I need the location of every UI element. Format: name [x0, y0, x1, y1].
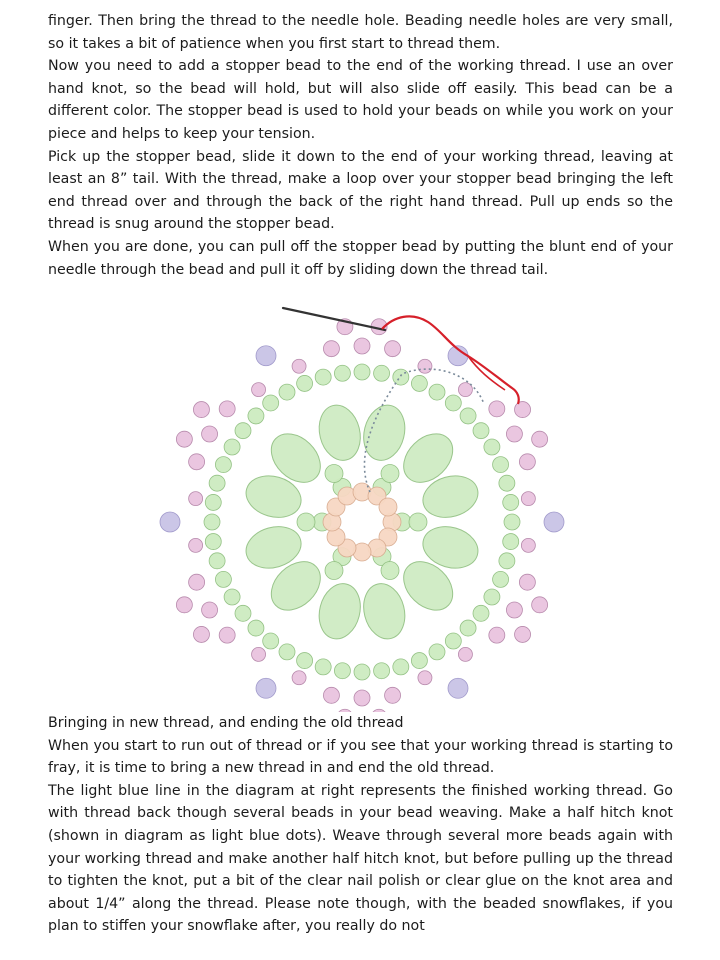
pink-bead [202, 602, 218, 618]
snowflake-beads [160, 319, 564, 712]
petal-bead [358, 579, 410, 643]
bottom-text-block [48, 712, 673, 938]
pink-bead [489, 627, 505, 643]
pink-bead [519, 454, 535, 470]
pink-bead [176, 431, 192, 447]
pink-bead [354, 338, 370, 354]
green-bead [393, 659, 409, 675]
section-heading: Bringing in new thread, and ending the old thread [48, 715, 404, 731]
pink-bead [521, 538, 535, 552]
green-bead [473, 423, 489, 439]
pink-bead [189, 574, 205, 590]
green-bead [204, 514, 220, 530]
top-text-block [48, 10, 673, 281]
pink-bead [418, 671, 432, 685]
green-bead [334, 663, 350, 679]
pink-bead [219, 401, 235, 417]
paragraph-remove-stopper: When you are done, you can pull off the stopper bead by putting the blunt end of your needle through the bead and pull it off by sliding down the thread tail. [48, 238, 673, 278]
green-bead [205, 534, 221, 550]
pink-bead [458, 647, 472, 661]
green-bead [235, 423, 251, 439]
green-bead [209, 553, 225, 569]
green-bead [224, 589, 240, 605]
green-bead [445, 633, 461, 649]
green-bead [215, 571, 231, 587]
green-bead [297, 653, 313, 669]
green-bead [460, 620, 476, 636]
paragraph-threading-needle: finger. Then bring the thread to the needle hole. Beading needle holes are very small, so it takes a bit of patience when you first start to thread them. [48, 13, 673, 52]
green-bead [297, 513, 315, 531]
pink-bead [193, 626, 209, 642]
lavender-bead [256, 346, 276, 366]
pink-bead [385, 341, 401, 357]
pink-bead [515, 402, 531, 418]
green-bead [493, 571, 509, 587]
green-bead [381, 561, 399, 579]
pink-bead [219, 627, 235, 643]
green-bead [499, 475, 515, 491]
green-bead [411, 653, 427, 669]
green-bead [381, 465, 399, 483]
pink-bead [418, 359, 432, 373]
pink-bead [193, 402, 209, 418]
pink-bead [292, 671, 306, 685]
green-bead [235, 605, 251, 621]
green-bead [315, 659, 331, 675]
green-bead [504, 514, 520, 530]
pink-bead [252, 383, 266, 397]
needle-and-thread [283, 308, 519, 404]
pink-bead [519, 574, 535, 590]
pink-bead [189, 454, 205, 470]
red-thread-tail-icon [468, 356, 505, 390]
green-bead [205, 494, 221, 510]
lavender-bead [448, 678, 468, 698]
green-bead [411, 375, 427, 391]
pink-bead [202, 426, 218, 442]
green-bead [263, 633, 279, 649]
green-bead [248, 408, 264, 424]
green-bead [209, 475, 225, 491]
paragraph-stopper-knot: Pick up the stopper bead, slide it down to the end of your working thread, leaving at least an 8” tail. With the thread, make a loop over your stopper bead bringing the left end thread over and through the back of the right hand thread. Pull up ends so the thread is snug around the stopper bead. [48, 148, 673, 233]
pink-bead [521, 492, 535, 506]
pink-bead [176, 597, 192, 613]
lavender-bead [160, 512, 180, 532]
pink-bead [506, 426, 522, 442]
green-bead [315, 369, 331, 385]
petal-bead [314, 401, 366, 465]
pink-bead [189, 538, 203, 552]
green-bead [493, 457, 509, 473]
beaded-snowflake-diagram [150, 300, 580, 712]
pink-bead [515, 626, 531, 642]
pink-bead [532, 597, 548, 613]
pink-bead [252, 647, 266, 661]
green-bead [334, 365, 350, 381]
green-bead [263, 395, 279, 411]
green-bead [279, 384, 295, 400]
green-bead [460, 408, 476, 424]
lavender-bead [544, 512, 564, 532]
green-bead [429, 644, 445, 660]
green-bead [374, 663, 390, 679]
green-bead [279, 644, 295, 660]
green-bead [374, 365, 390, 381]
paragraph-half-hitch: The light blue line in the diagram at right represents the finished working thread. Go with thread back though several beads in your bead weaving. Make a half hitch knot (shown in diagram as light blue dots). Weave through several more beads again with your working thread and make another half hitch knot, but before pulling up the thread to tighten the knot, put a bit of the clear nail polish or clear glue on the knot area and about 1/4” along the thread. Please note though, with the beaded snowflakes, if you plan to stiffen your snowflake after, you really do not [48, 782, 673, 935]
pink-bead [532, 431, 548, 447]
pink-bead [323, 341, 339, 357]
pink-bead [506, 602, 522, 618]
green-bead [325, 561, 343, 579]
green-bead [499, 553, 515, 569]
green-bead [354, 364, 370, 380]
pink-bead [292, 359, 306, 373]
lavender-bead [256, 678, 276, 698]
green-bead [354, 664, 370, 680]
petal-bead [358, 401, 410, 465]
green-bead [429, 384, 445, 400]
green-bead [503, 534, 519, 550]
paragraph-new-thread: When you start to run out of thread or if you see that your working thread is starting to fray, it is time to bring a new thread in and end the old thread. [48, 737, 673, 777]
green-bead [484, 439, 500, 455]
green-bead [248, 620, 264, 636]
peach-bead [379, 498, 397, 516]
green-bead [409, 513, 427, 531]
green-bead [297, 375, 313, 391]
green-bead [445, 395, 461, 411]
pink-bead [385, 687, 401, 703]
pink-bead [189, 492, 203, 506]
green-bead [473, 605, 489, 621]
green-bead [503, 494, 519, 510]
green-bead [325, 465, 343, 483]
paragraph-stopper-bead: Now you need to add a stopper bead to the end of the working thread. I use an over hand knot, so the bead will hold, but will also slide off easily. This bead can be a different color. The stopper bead is used to hold your beads on while you work on your piece and helps to keep your tension. [48, 58, 673, 142]
pink-bead [489, 401, 505, 417]
needle-icon [283, 308, 385, 330]
pink-bead [354, 690, 370, 706]
green-bead [224, 439, 240, 455]
green-bead [215, 457, 231, 473]
green-bead [484, 589, 500, 605]
petal-bead [314, 579, 366, 643]
pink-bead [323, 687, 339, 703]
